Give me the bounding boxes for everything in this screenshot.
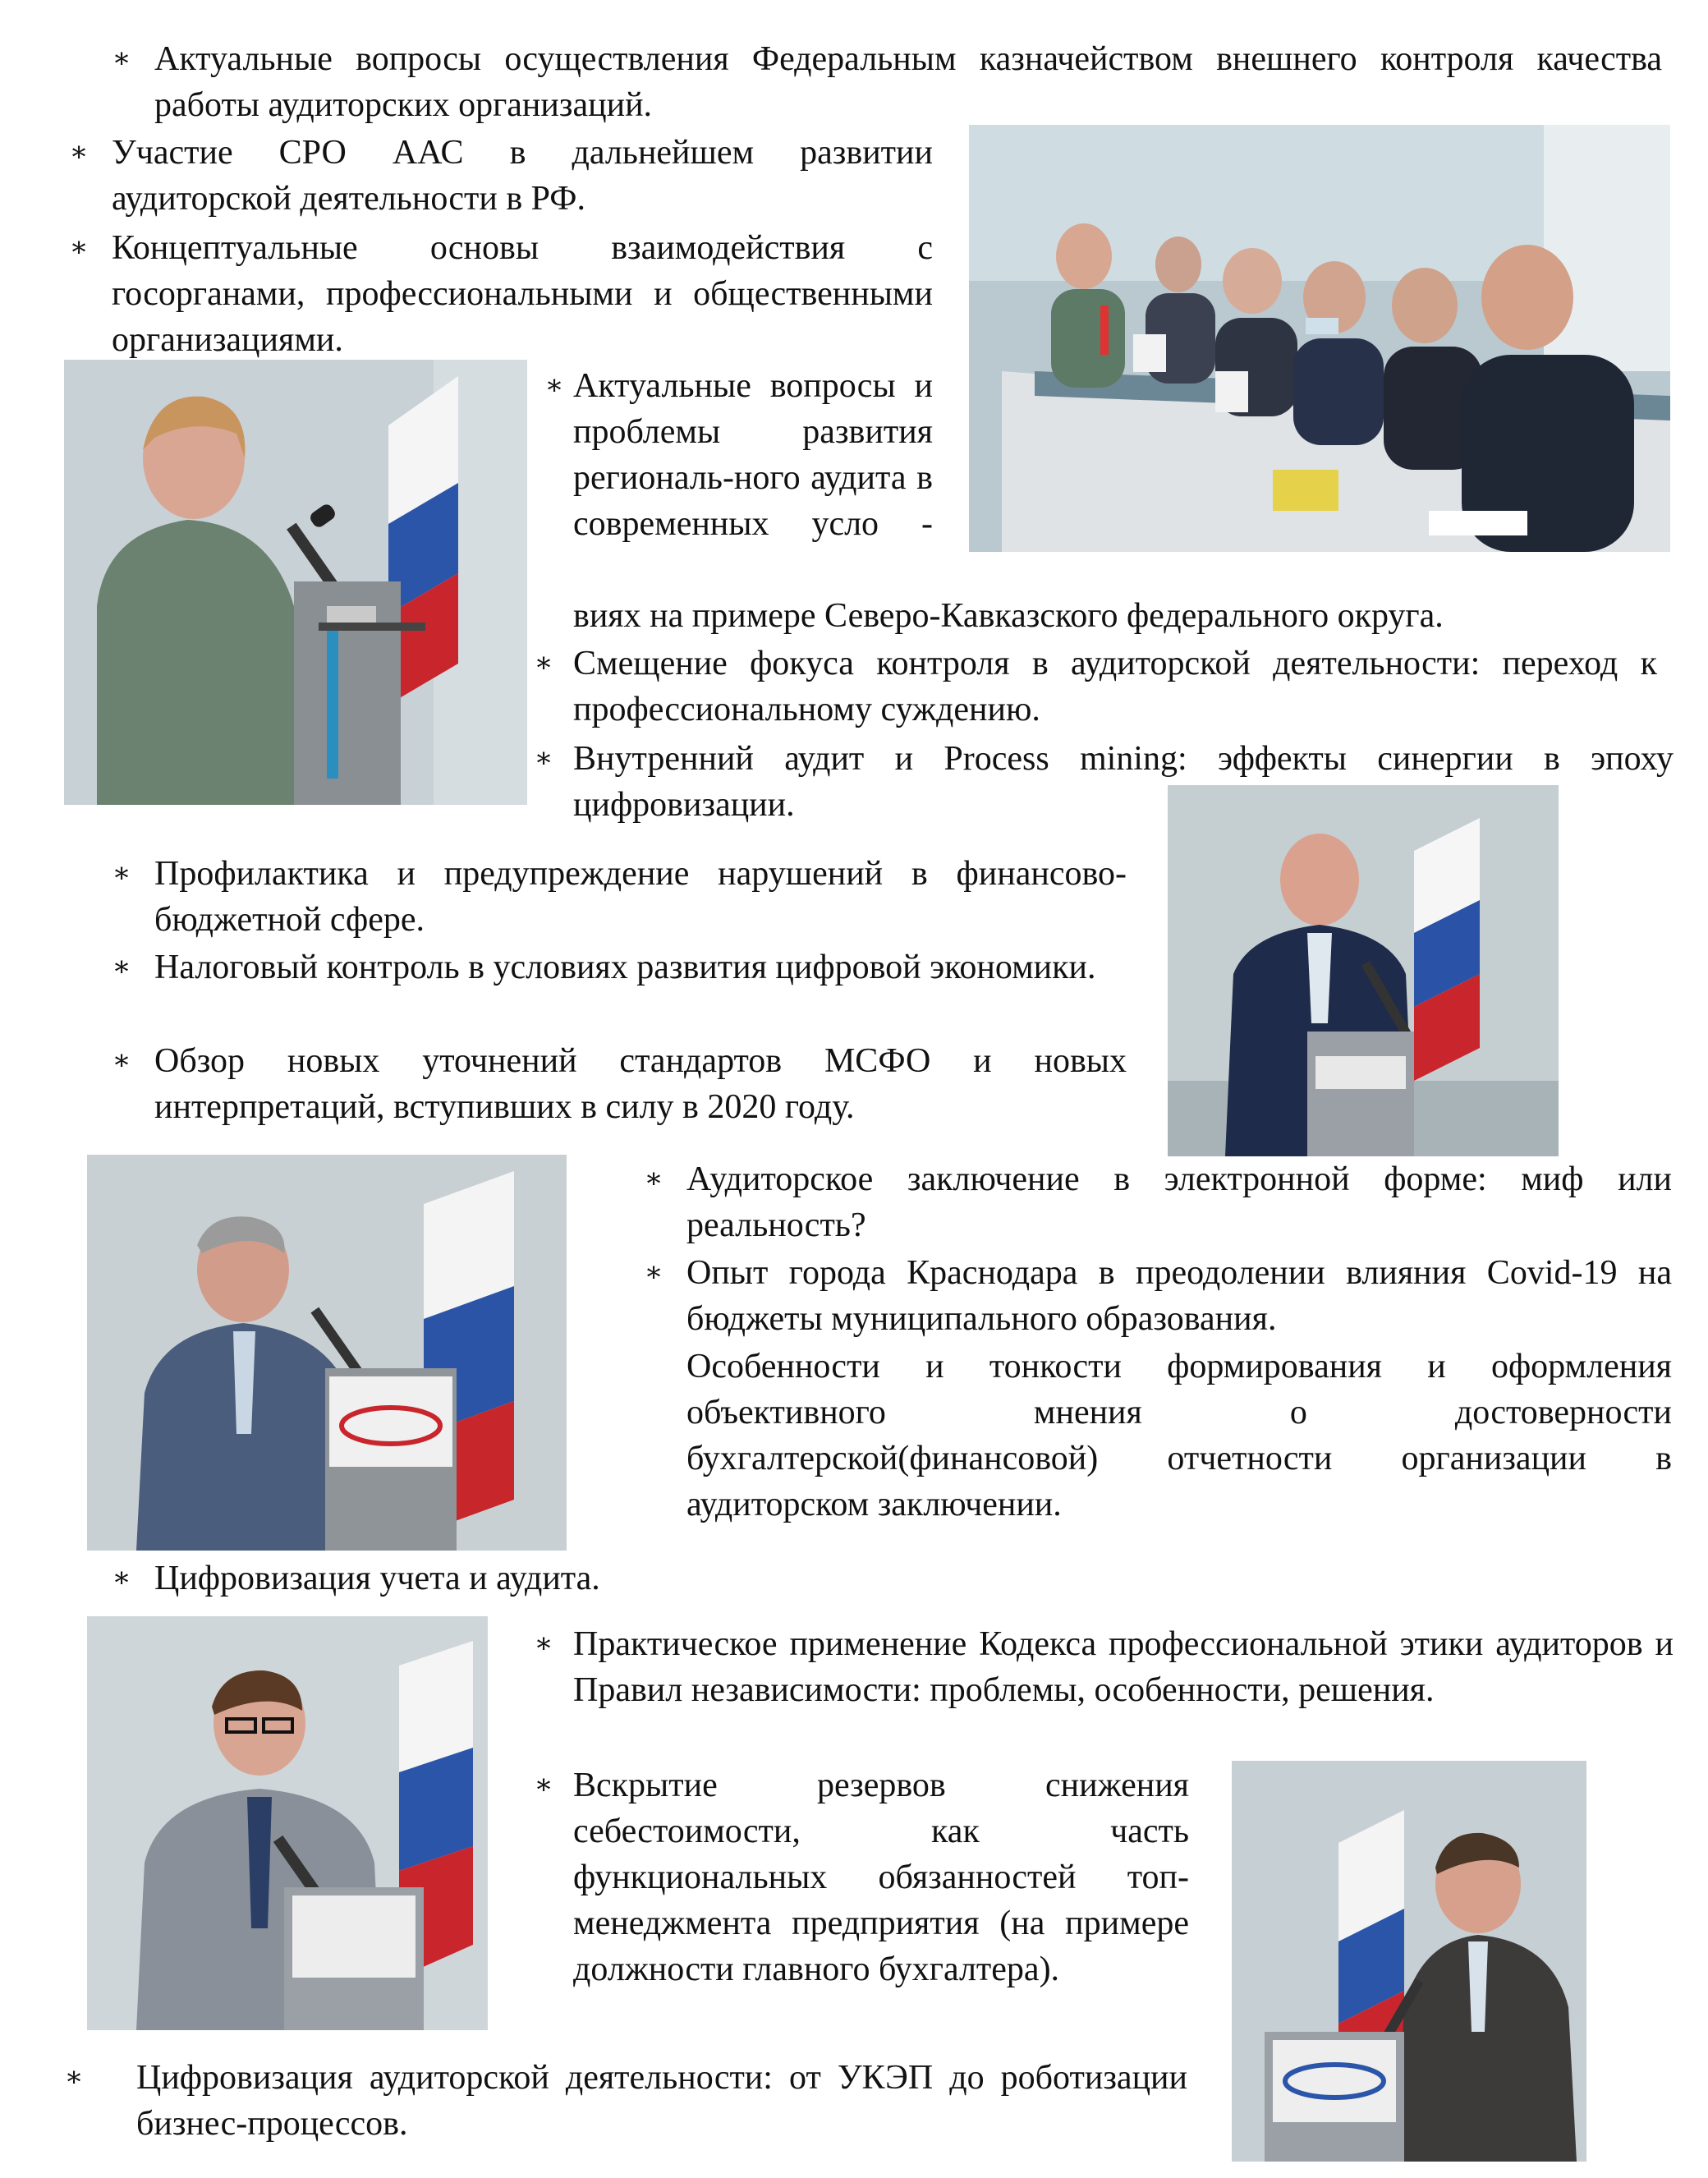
speaker-glasses-man-photo — [87, 1616, 488, 2030]
agenda-item — [112, 851, 1127, 943]
agenda-item-text: Актуальные вопросы осуществления Федеральным казначейством внешнего контроля качества работы аудиторских организаций. — [154, 40, 1662, 124]
agenda-item-text: Цифровизация учета и аудита. — [154, 1560, 600, 1597]
agenda-item — [112, 1038, 1127, 1130]
agenda-item — [644, 1156, 1672, 1248]
agenda-item-text: Профилактика и предупреждение нарушений в финансово-бюджетной сфере. — [154, 855, 1127, 939]
bullet-icon: ∗ — [112, 1563, 131, 1593]
bullet-icon: ∗ — [544, 370, 564, 401]
bullet-icon: ∗ — [64, 2062, 84, 2093]
agenda-item-text: Обзор новых уточнений стандартов МСФО и новых интерпретаций, вступивших в силу в 2020 году. — [154, 1042, 1127, 1126]
bullet-icon: ∗ — [69, 137, 89, 168]
speaker-bald-man-photo — [1168, 785, 1559, 1156]
agenda-item-text: виях на примере Северо-Кавказского федерального округа. — [573, 597, 1444, 635]
bullet-icon: ∗ — [534, 743, 553, 774]
agenda-item-text: Внутренний аудит и Process mining: эффекты синергии в эпоху цифровизации. — [573, 740, 1674, 824]
bullet-icon: ∗ — [644, 1164, 663, 1194]
agenda-item — [69, 225, 933, 363]
agenda-item-text: Цифровизация аудиторской деятельности: от УКЭП до роботизации бизнес-процессов. — [136, 2059, 1187, 2143]
agenda-item — [112, 944, 1127, 990]
agenda-item — [644, 1250, 1672, 1342]
agenda-item-text: Практическое применение Кодекса профессиональной этики аудиторов и Правил независимости: проблемы, особенности, решения. — [573, 1625, 1674, 1709]
speaker-grey-man-photo — [87, 1155, 567, 1551]
agenda-item-text: Налоговый контроль в условиях развития цифровой экономики. — [154, 949, 1096, 986]
bullet-icon: ∗ — [534, 648, 553, 678]
speaker-man-right-photo — [1232, 1761, 1586, 2162]
bullet-icon: ∗ — [534, 1629, 553, 1659]
agenda-item-text: Смещение фокуса контроля в аудиторской деятельности: переход к профессиональному суждению. — [573, 645, 1657, 728]
agenda-item — [534, 1621, 1674, 1713]
bullet-icon: ∗ — [112, 44, 131, 74]
bullet-icon: ∗ — [112, 858, 131, 889]
agenda-item-text: Особенности и тонкости формирования и оформления объективного мнения о достоверности бухгалтерской(финансовой) отчетности организации в аудиторском заключении. — [686, 1348, 1672, 1523]
agenda-item — [64, 2055, 1187, 2147]
agenda-item-continuation — [686, 1344, 1672, 1528]
bullet-icon: ∗ — [534, 1770, 553, 1800]
agenda-item — [544, 363, 933, 547]
agenda-item-continuation — [573, 593, 1674, 639]
speaker-woman-photo — [64, 360, 527, 805]
bullet-icon: ∗ — [112, 1045, 131, 1076]
agenda-item-text: Опыт города Краснодара в преодолении влияния Covid-19 на бюджеты муниципального образования. — [686, 1254, 1672, 1338]
bullet-icon: ∗ — [644, 1257, 663, 1288]
agenda-item-text: Концептуальные основы взаимодействия с госорганами, профессиональными и общественными организациями. — [112, 229, 933, 359]
agenda-item — [112, 1555, 976, 1601]
agenda-item-text: Актуальные вопросы и проблемы развития региональ-ного аудита в современных усло - — [573, 367, 933, 543]
bullet-icon: ∗ — [112, 952, 131, 982]
panel-table-photo — [969, 125, 1670, 552]
agenda-item-text: Участие СРО ААС в дальнейшем развитии аудиторской деятельности в РФ. — [112, 134, 933, 218]
agenda-item — [534, 1762, 1189, 1992]
agenda-item — [112, 36, 1662, 128]
bullet-icon: ∗ — [69, 232, 89, 263]
agenda-item-text: Аудиторское заключение в электронной форме: миф или реальность? — [686, 1160, 1672, 1244]
agenda-item-text: Вскрытие резервов снижения себестоимости, как часть функциональных обязанностей топ-менеджмента предприятия (на примере должности главного бухгалтера). — [573, 1767, 1189, 1988]
agenda-item — [534, 641, 1657, 733]
agenda-item — [69, 130, 933, 222]
